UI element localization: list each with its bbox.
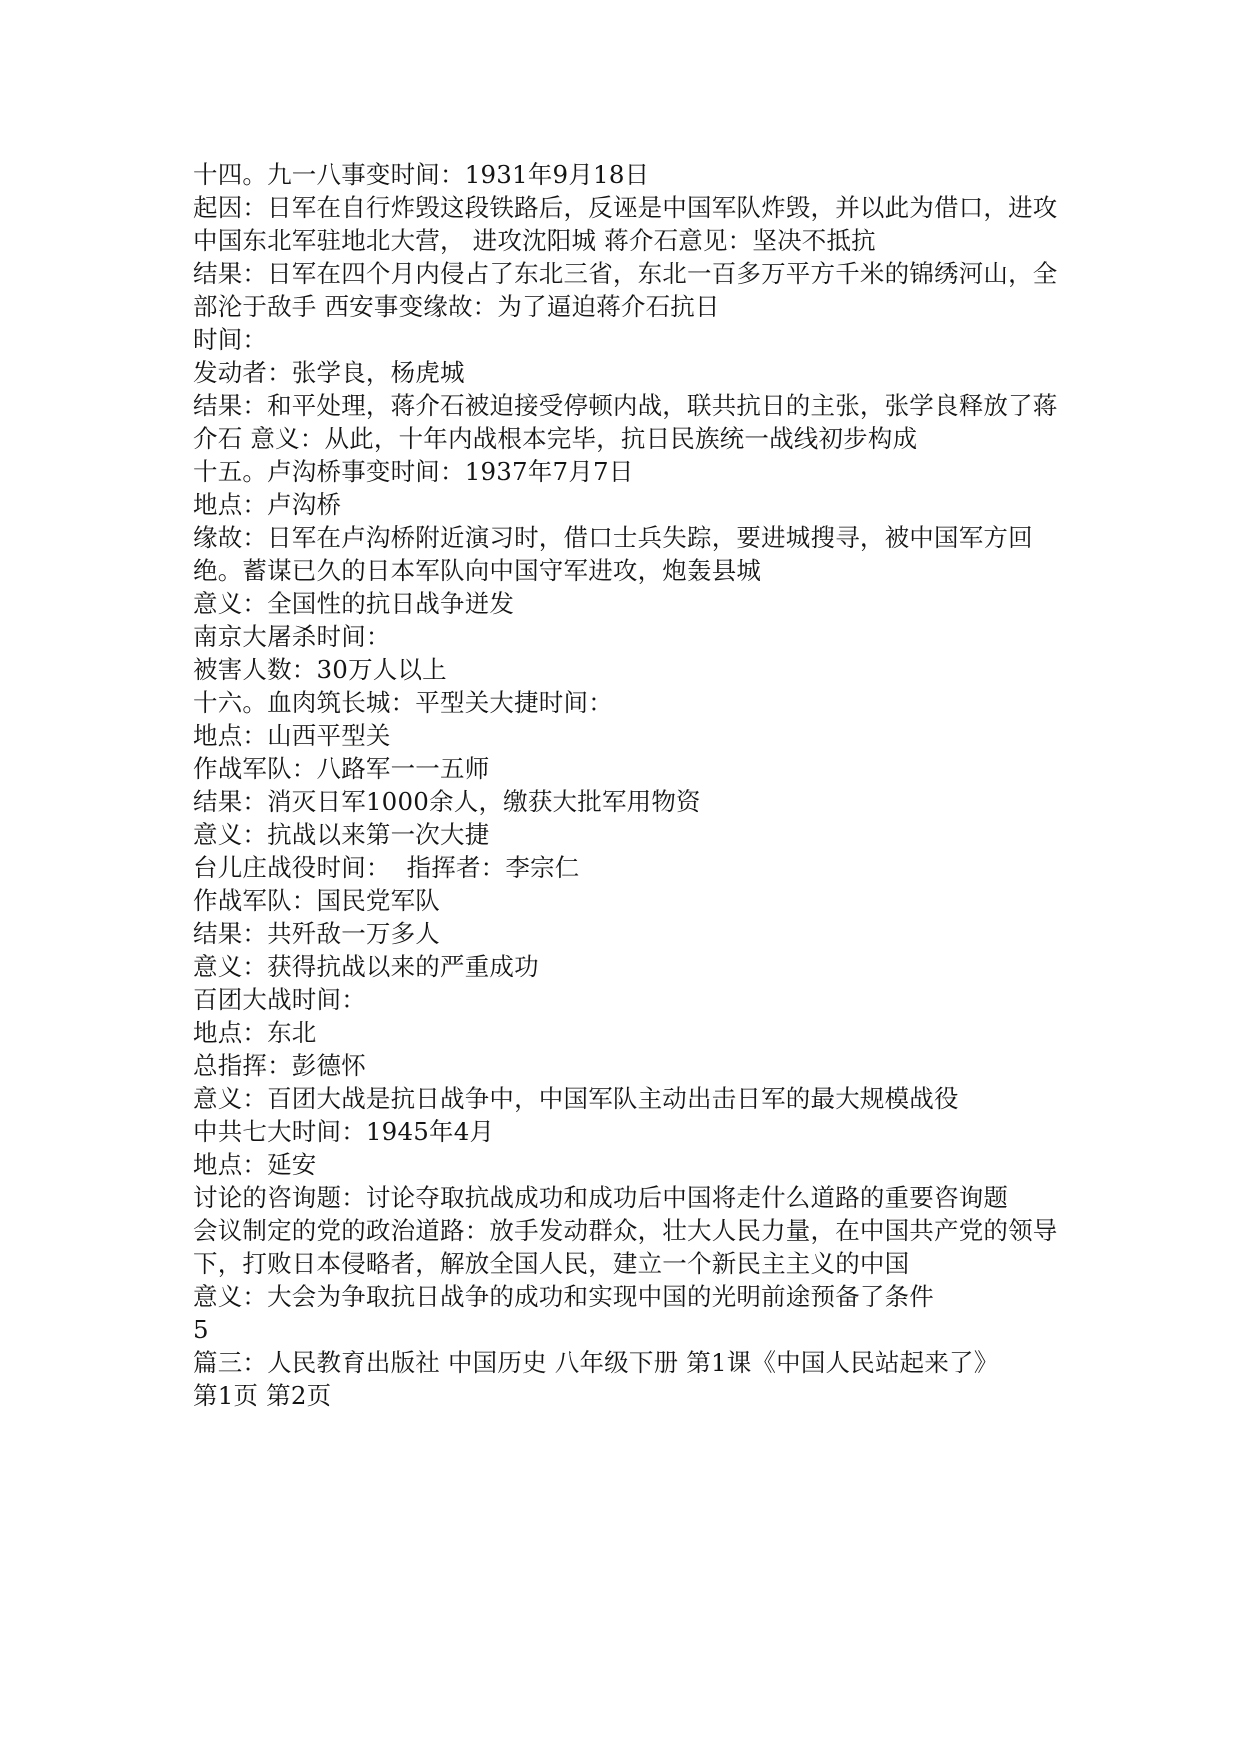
text-line: 作战军队：八路军一一五师 [193, 754, 490, 783]
text-line: 意义：获得抗战以来的严重成功 [193, 952, 539, 981]
text-line: 讨论的咨询题：讨论夺取抗战成功和成功后中国将走什么道路的重要咨询题 [193, 1183, 1009, 1212]
text-line: 缘故：日军在卢沟桥附近演习时，借口士兵失踪，要进城搜寻，被中国军方回绝。蓄谋已久的日本军队向中国守军进攻，炮轰县城 [193, 523, 1033, 585]
text-line: 台儿庄战役时间： 指挥者：李宗仁 [193, 853, 580, 882]
text-line: 作战军队：国民党军队 [193, 886, 440, 915]
text-line: 结果：日军在四个月内侵占了东北三省，东北一百多万平方千米的锦绣河山，全部沦于敌手 西安事变缘故：为了逼迫蒋介石抗日 [193, 259, 1058, 321]
text-line: 结果：消灭日军1000余人，缴获大批军用物资 [193, 787, 701, 816]
text-line: 结果：和平处理，蒋介石被迫接受停顿内战，联共抗日的主张，张学良释放了蒋介石 意义：从此，十年内战根本完毕，抗日民族统一战线初步构成 [193, 391, 1058, 453]
text-line: 地点：延安 [193, 1150, 317, 1179]
text-line: 被害人数：30万人以上 [193, 655, 447, 684]
text-line: 中共七大时间：1945年4月 [193, 1117, 495, 1146]
text-line: 发动者：张学良，杨虎城 [193, 358, 465, 387]
text-line: 十六。血肉筑长城：平型关大捷时间： [193, 688, 613, 717]
text-line: 结果：共歼敌一万多人 [193, 919, 440, 948]
text-line: 地点：东北 [193, 1018, 317, 1047]
text-line: 总指挥：彭德怀 [193, 1051, 366, 1080]
text-line: 会议制定的党的政治道路：放手发动群众，壮大人民力量，在中国共产党的领导下，打败日本侵略者，解放全国人民，建立一个新民主主义的中国 [193, 1216, 1058, 1278]
text-line: 地点：卢沟桥 [193, 490, 342, 519]
document-body [193, 158, 1073, 1412]
text-line: 意义：大会为争取抗日战争的成功和实现中国的光明前途预备了条件 [193, 1282, 934, 1311]
page-links: 第1页 第2页 [193, 1381, 332, 1410]
page-number: 5 [193, 1315, 209, 1344]
text-line: 篇三：人民教育出版社 中国历史 八年级下册 第1课《中国人民站起来了》 [193, 1348, 999, 1377]
text-line: 百团大战时间： [193, 985, 366, 1014]
text-line: 时间： [193, 325, 268, 354]
text-line: 意义：抗战以来第一次大捷 [193, 820, 490, 849]
text-line: 意义：百团大战是抗日战争中，中国军队主动出击日军的最大规模战役 [193, 1084, 959, 1113]
text-line: 地点：山西平型关 [193, 721, 391, 750]
text-line: 起因：日军在自行炸毁这段铁路后，反诬是中国军队炸毁，并以此为借口，进攻中国东北军驻地北大营， 进攻沈阳城 蒋介石意见：坚决不抵抗 [193, 193, 1058, 255]
text-line: 十四。九一八事变时间：1931年9月18日 [193, 160, 650, 189]
text-line: 意义：全国性的抗日战争迸发 [193, 589, 515, 618]
text-line: 十五。卢沟桥事变时间：1937年7月7日 [193, 457, 634, 486]
text-line: 南京大屠杀时间： [193, 622, 391, 651]
